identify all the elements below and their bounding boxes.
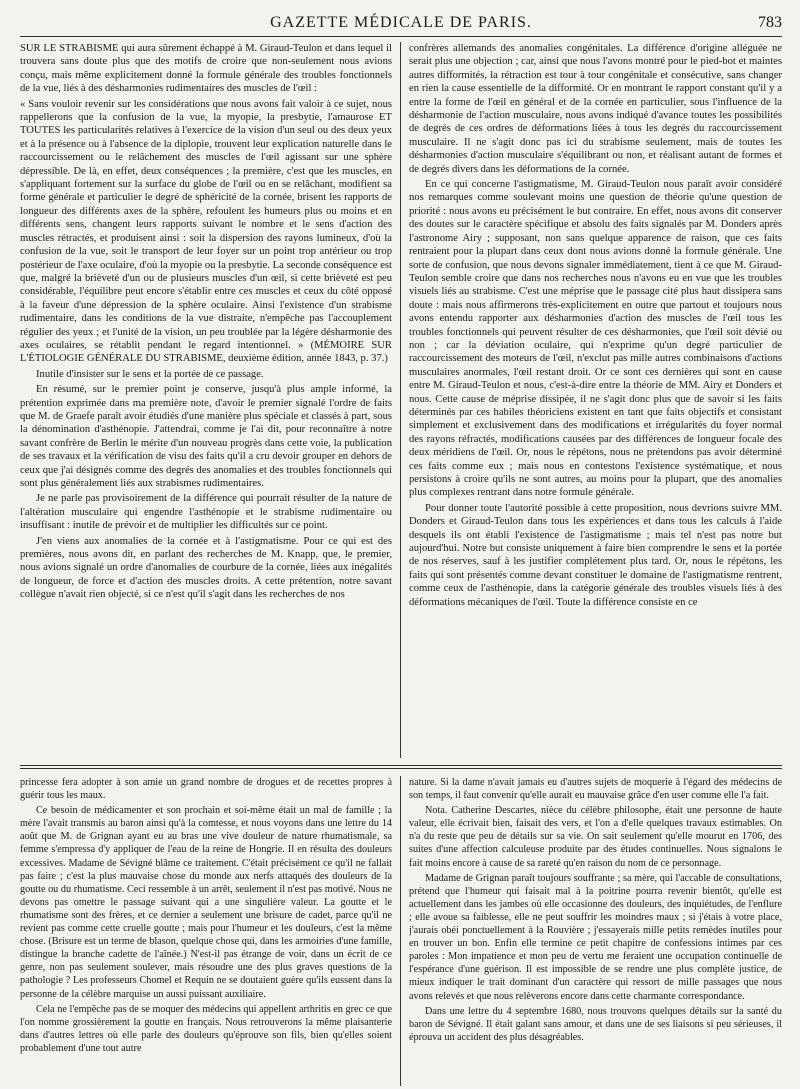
feuilleton-column-left (20, 776, 392, 1086)
paragraph: SUR LE STRABISME qui aura sûrement échappé à M. Giraud-Teulon et dans lequel il trouvera sans doute plus que des motifs de croire que non-seulement nous avions conçu, mais même explicitement donné la formule générale des troubles fonctionnels de la vue, liés à des désharmonies rudimentaires des muscles de l'œil : (20, 43, 392, 95)
paragraph: Nota. Catherine Descartes, nièce du célèbre philosophe, était une personne de haute valeur, elle écrivait bien, faisait des vers, et l'on a d'elle quelques travaux estimables. On n'a du reste que peu de détails sur sa vie. On sait seulement qu'elle mourut en 1706, des suites d'une affection calculeuse produite par des études continuelles. Nous signalons le fait moins encore à cause de sa rareté qu'en raison du nom de ce personnage. (409, 805, 782, 869)
column-divider (400, 42, 401, 758)
paragraph: Cela ne l'empêche pas de se moquer des médecins qui appellent arthritis en grec ce que l'on nomme grossièrement la goutte en français. Nous retrouverons la même plaisanterie dans d'autres lettres où elle parle des douleurs qu'éprouve son fils, bien qu'elles soient probablement d'une tout autre (20, 1003, 392, 1054)
paragraph: J'en viens aux anomalies de la cornée et à l'astigmatisme. Pour ce qui est des premières, nous avons dit, en parlant des recherches de M. Knapp, que, le premier, nous avions signalé un ordre d'anomalies de courbure de la cornée, liées aux inégalités de longueur, de force et d'action des muscles droits. A cette prétention, notre savant collègue n'avait rien objecté, si ce n'est qu'il s'agit dans les recherches de nos (20, 535, 392, 601)
paragraph: Madame de Grignan paraît toujours souffrante ; sa mère, qui l'accable de consultations, prétend que l'humeur qui faisait mal à la poitrine pourra revenir bientôt, qu'elle est actuellement dans les jambes où elle occasionne des douleurs, des inquiétudes, de l'enflure ; elle avoue sa faiblesse, elle ne peut souffrir les moindres maux ; si j'étais à votre place, j'aurais obéi ponctuellement à la Rouvière ; j'essayerais mille petits remèdes inutiles pour en trouver un bon. Enfin elle termine ce petit chapitre de confessions intimes par ces paroles : Mon impatience et mon peu de vertu me feraient une occupation continuelle de l'espérance d'une guérison. Il est impossible de se rendre une plus complète justice, de mieux indiquer le trait dominant d'un caractère qui ressort de mille passages que nous avons relevés et que nous relèverons encore dans cette charmante correspondance. (409, 872, 782, 1002)
header-rule (20, 36, 782, 37)
journal-title: GAZETTE MÉDICALE DE PARIS. (270, 14, 532, 31)
paragraph: Inutile d'insister sur le sens et la portée de ce passage. (36, 368, 264, 380)
feuilleton-separator-second (20, 768, 782, 769)
paragraph: Dans une lettre du 4 septembre 1680, nous trouvons quelques détails sur la santé du baron de Sévigné. Il était galant sans amour, et dans une de ses liaisons si peu sérieuses, il éprouva un accident des plus désagréables. (409, 1005, 782, 1043)
paragraph: Ce besoin de médicamenter et son prochain et soi-même était un mal de famille ; la mère l'avait transmis au baron ainsi qu'à la comtesse, et nous voyons dans une lettre du 14 août que M. de Grignan ayant eu au bras une vive douleur de nature rhumatismale, sa femme s'empressa d'y appliquer de l'eau de la reine de Hongrie. Il en résulta des douleurs excessives. Madame de Sévigné blâme ce traitement. C'était précisément ce qu'il ne fallait pas faire ; c'est la plus mauvaise chose du monde aux nerfs attaqués des douleurs de la goutte ou du rhumatisme. Ceci ressemble à un arrêt, seulement il n'est pas motivé. Nous ne devons pas omettre le passage suivant qui a une singulière valeur. La goutte et le rhumatisme sont des frères, et ce dernier a seulement une brisure de cadet, parce qu'il ne revient pas comme cette cruelle goutte ; mais pour l'humeur et les douleurs, c'est la même chose. (Brisure est un terme de blason, quelque chose qui, dans les armoiries d'une famille, distingue la branche cadette de l'aînée.) N'est-il pas étrange de voir, dans un écrit de ce genre, non pas seulement soulever, mais résoudre une des plus graves questions de la pathologie ? Les professeurs Chomel et Requin ne se doutaient guère qu'ils eussent dans la personne de la célèbre marquise un aussi puissant auxiliaire. (20, 805, 392, 1000)
paragraph: En ce qui concerne l'astigmatisme, M. Giraud-Teulon nous paraît avoir considéré nos remarques comme soulevant moins une question de théorie qu'une question de priorité : nous avons eu précisément le but contraire. En effet, nous avons dit conserver des doutes sur le caractère spécifique et absolu des faits signalés par M. Donders après l'astronome Airy ; supposant, non sans quelque apparence de raison, que ces faits rentraient pour la plupart dans ceux dont nous avions donné la formule générale. Une sorte de confusion, que nous devons signaler immédiatement, tient à ce que M. Giraud-Teulon semble croire que dans nos recherches nous n'avons eu en vue que les troubles visuels liés au strabisme. C'est une méprise que le passage cité plus haut dissipera sans doute : mais nous affirmerons très-explicitement en outre que partout et toujours nous avons entendu rapporter aux désharmonies d'action des muscles de l'œil tous les troubles fonctionnels qui peuvent résulter de ces désharmonies, que l'œil soit dévié ou non ; car la déviation oculaire, qui n'exprime qu'un degré particulier de raccourcissement des moteurs de l'œil, n'exclut pas mille autres combinaisons d'actions musculaires anormales, l'œil restant droit. Or ce sont ces dernières qui sont en cause entre M. Giraud-Teulon et nous, c'est-à-dire entre la théorie de MM. Airy et Donders et nous. Cette cause de méprise dissipée, il ne s'agit donc plus que de savoir si les faits déterminés par ces habiles théoriciens existent en tant que faits objectifs et consistant simplement et exclusivement dans des modifications et irrégularités du foyer normal des rayons réfractés, modifications causées par des différences de longueur focale des deux méridiens de l'œil. Or, nous le répétons, nous ne prétendons pas avoir déterminé ces faits comme eux ; mais nous en contestons l'existence systématique, et nous persistons à croire qu'ils ne sont autres, au moins pour la plupart, que des anomalies plus complexes rentrant dans notre formule générale. (409, 179, 782, 499)
feuilleton-column-divider (400, 776, 401, 1086)
paragraph: nature. Si la dame n'avait jamais eu d'autres sujets de moquerie à l'égard des médecins de son temps, il faut convenir qu'elle aurait eu mauvaise grâce d'en user comme elle l'a fait. (409, 777, 782, 802)
paragraph: Pour donner toute l'autorité possible à cette proposition, nous devrions suivre MM. Donders et Giraud-Teulon dans tous les expériences et dans tous les calculs à l'aide desquels ils ont établi l'existence de l'astigmatisme ; mais tel n'est pas notre but aujourd'hui. Notre but consiste uniquement à faire bien comprendre le sens et la portée de nos réserves, sauf à les justifier complétement plus tard. Or, nous le répétons, les faits qui sont présentés comme devant constituer le domaine de l'astigmatisme rentrent, comme ceux de l'asthénopie, dans la catégorie générale des troubles visuels liés à des déformations mécaniques de l'œil. Toute la différence consiste en ce (409, 502, 782, 608)
paragraph: princesse fera adopter à son amie un grand nombre de drogues et de recettes propres à guérir tous les maux. (20, 777, 392, 802)
page-header (20, 12, 782, 34)
paragraph: En résumé, sur le premier point je conserve, jusqu'à plus ample informé, la prétention exprimée dans ma première note, d'avoir le premier signalé l'ordre de faits que M. de Graefe paraît avoir étudiés d'une manière plus spéciale et classés à part, sous la dénomination d'asthénopie. J'attendrai, comme je l'ai dit, pour reconnaître à notre savant confrère de Berlin le mérite d'un nouveau progrès dans cette voie, la publication de ses travaux et la vérification de visu des faits qu'il a cru devoir grouper en dehors de ceux que j'ai désignés comme des degrés des anomalies et des troubles fonctionnels qui sont plus généralement liés aux strabismes rudimentaires. (20, 384, 392, 489)
paragraph: confrères allemands des anomalies congénitales. La différence d'origine alléguée ne serait plus une objection ; car, ainsi que nous l'avons montré pour le pied-bot et maintes autres difformités, la rétraction est tour à tour congénitale et consécutive, sans changer en rien la cause essentielle de la difformité. Or en montrant le rapport constant qu'il y a entre la forme de l'œil en général et de la cornée en particulier, sous l'influence de la désharmonie de l'action musculaire, nous avons indiqué d'avance toutes les possibilités de degrés de ces ordres de déformations liées à tous les degrés du raccourcissement musculaire. Il ne s'agit donc pas ici du strabisme seulement, mais de toutes les désharmonies d'action musculaire s'équilibrant ou non, et réalisant autant de formes et de degrés divers dans les déformations de la cornée. (409, 43, 782, 175)
article-column-right (409, 42, 782, 758)
paragraph: Je ne parle pas provisoirement de la différence qui pourrait résulter de la nature de l'altération musculaire qui engendre l'asthénopie et le strabisme rudimentaire ou insuffisant : inutile de prévoir et de multiplier les difficultés sur ce point. (20, 493, 392, 532)
page-number: 783 (758, 14, 782, 31)
article-column-left (20, 42, 392, 758)
quoted-paragraph: « Sans vouloir revenir sur les considérations que nous avons fait valoir à ce sujet, nous rappellerons que la confusion de la vue, la myopie, la presbytie, l'amaurose ET TOUTES les particularités relatives à l'exercice de la vision d'un seul ou des deux yeux et à la présence ou à l'absence de la diplopie, trouvent leur explication naturelle dans le raccourcissement ou le relâchement des muscles de l'œil agissant sur une sphère dépressible. De là, en effet, deux conséquences ; la première, c'est que les muscles, en s'appliquant fortement sur la surface du globe de l'œil ou en se relâchant, modifient sa forme générale et particulier le degré de sphéricité de la cornée, brisent les rapports de longueur des différents axes de la sphère, refoulent les humeurs plus ou moins et en différents sens, changent leurs rapports suivant le nombre et le sens d'action des muscles rétractés, et produisent ainsi : soit la dispersion des rayons lumineux, d'où la confusion de la vue, soit le transport de leur foyer sur un point trop antérieur ou trop postérieur de l'axe oculaire, d'où la myopie ou la presbytie. La seconde conséquence est que, malgré la brièveté d'un ou de plusieurs muscles d'un œil, si cette brièveté est peu considérable, l'équilibre peut encore s'établir entre ces muscles et ceux du côté opposé à la faveur d'une dépression de la sphère oculaire. Ainsi l'existence d'un strabisme rudimentaire, dans les conditions de la vue distraite, n'empêche pas l'accouplement régulier des yeux ; et l'unité de la vision, un peu troublée par la légère désharmonie des axes oculaires, se rétablit pendant le regard intentionnel. » (MÉMOIRE SUR L'ÉTIOLOGIE GÉNÉRALE DU STRABISME, deuxième édition, année 1843, p. 37.) (20, 98, 392, 366)
feuilleton-column-right (409, 776, 782, 1086)
feuilleton-separator (20, 765, 782, 766)
